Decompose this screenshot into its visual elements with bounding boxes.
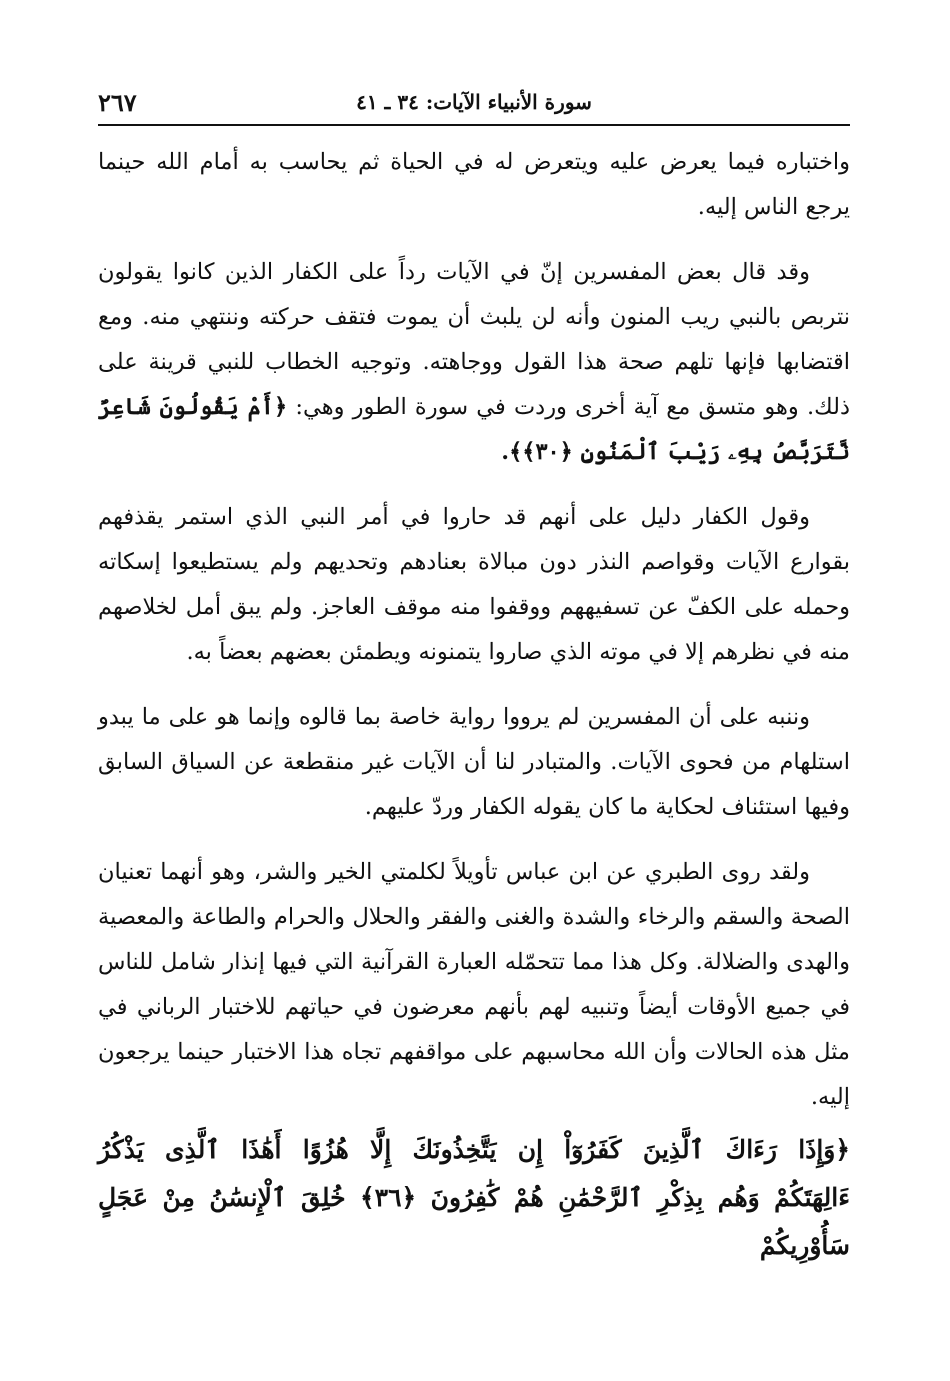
verse-line-2: ءَالِهَتَكُمْ وَهُم بِذِكْرِ ٱلرَّحْمَٰنِ هُمْ كَٰفِرُونَ ﴿٣٦﴾ خُلِقَ ٱلْإِنسَٰنُ مِنْ عَجَلٍ سَأُوْرِيكُمْ [98, 1183, 850, 1260]
paragraph-2 [98, 250, 850, 475]
paragraph-3: وقول الكفار دليل على أنهم قد حاروا في أمر النبي الذي استمر يقذفهم بقوارع الآيات وقواصم النذر دون مبالاة بعنادهم وتحديهم ولم يستطيعوا إسكاته وحمله على الكفّ عن تسفيههم ووقفوا منه موقف العاجز. ولم يبق أمل لخلاصهم منه في نظرهم إلا في موته الذي صاروا يتمنونه ويطمئن بعضهم بعضاً به. [98, 504, 850, 665]
page-header [98, 84, 850, 126]
quran-quote-tur: ﴿أَمْ يَقُولُونَ شَاعِرٌ نَّتَرَبَّصُ بِهِۦ رَيْبَ ٱلْمَنُونِ ﴿٣٠﴾﴾. [98, 394, 850, 465]
paragraph-5: ولقد روى الطبري عن ابن عباس تأويلاً لكلمتي الخير والشر، وهو أنهما تعنيان الصحة والسقم والرخاء والشدة والغنى والفقر والحلال والحرام والطاعة والمعصية والهدى والضلالة. وكل هذا مما تتحمّله العبارة القرآنية التي فيها إنذار شامل للناس في جميع الأوقات أيضاً وتنبيه لهم بأنهم معرضون في حياتهم للاختبار الرباني في مثل هذه الحالات وأن الله محاسبهم على مواقفهم تجاه هذا الاختبار حينما يرجعون إليه. [98, 859, 850, 1110]
paragraph-1: واختباره فيما يعرض عليه ويتعرض له في الحياة ثم يحاسب به أمام الله حينما يرجع الناس إليه. [98, 149, 850, 220]
commentary-body [98, 140, 850, 1140]
quran-verses [98, 1126, 850, 1270]
paragraph-2-text: وقد قال بعض المفسرين إنّ في الآيات رداً على الكفار الذين كانوا يقولون نتربص بالنبي ريب المنون وأنه لن يلبث أن يموت فتقف حركته وننتهي منه. ومع اقتضابها فإنها تلهم صحة هذا القول ووجاهته. وتوجيه الخطاب للنبي قرينة على ذلك. وهو متسق مع آية أخرى وردت في سورة الطور وهي: [98, 259, 850, 420]
verse-line-1: ﴿وَإِذَا رَءَاكَ ٱلَّذِينَ كَفَرُوٓاْ إِن يَتَّخِذُونَكَ إِلَّا هُزُوًا أَهَٰذَا ٱلَّذِى يَذْكُرُ [98, 1135, 850, 1164]
running-title: سورة الأنبياء الآيات: ٣٤ ـ ٤١ [356, 90, 592, 114]
paragraph-4: وننبه على أن المفسرين لم يرووا رواية خاصة بما قالوه وإنما هو على ما يبدو استلهام من فحوى الآيات. والمتبادر لنا أن الآيات غير منقطعة عن السياق السابق وفيها استئناف لحكاية ما كان يقوله الكفار وردّ عليهم. [98, 704, 850, 820]
page-number: ٢٦٧ [98, 88, 137, 117]
